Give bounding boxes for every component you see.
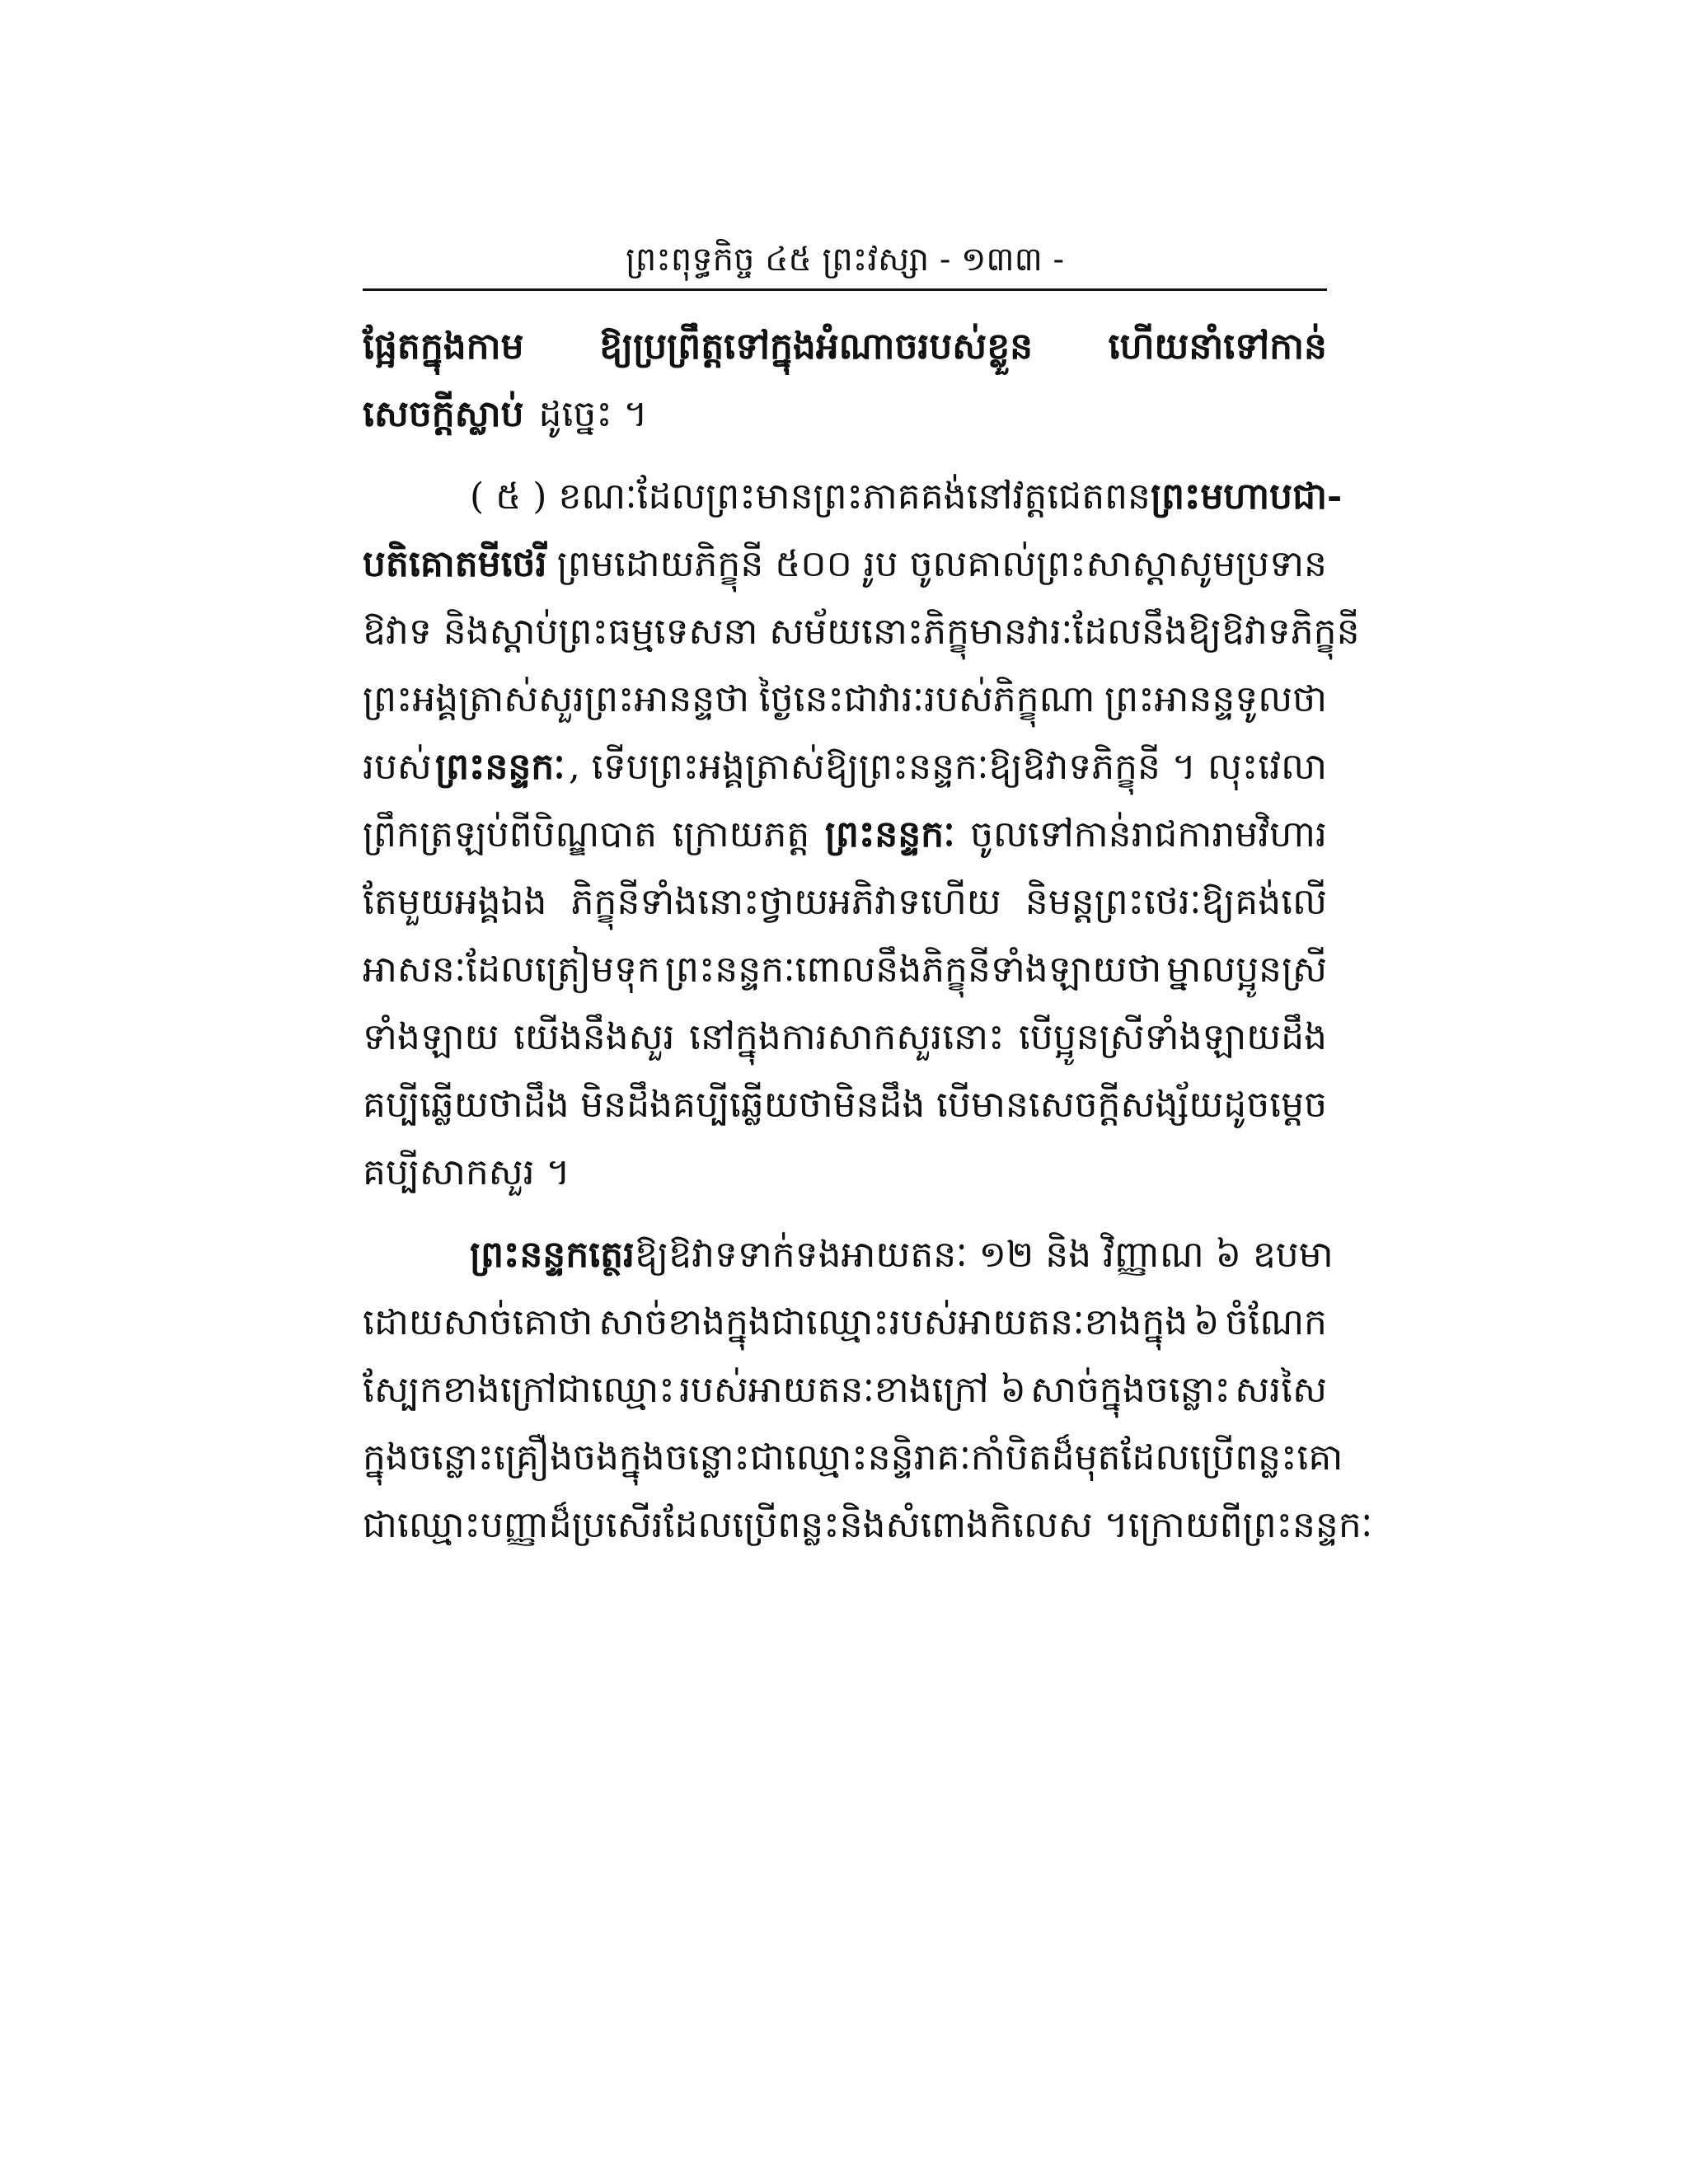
text-line xyxy=(363,463,1343,531)
text-segment: ព្រះនន្ទកត្ថេរ xyxy=(470,1234,635,1276)
text-segment: ដោយសាច់គោថា xyxy=(363,1301,593,1343)
text-segment: បើមានសេចក្តីសង្ស័យដូចម្តេច xyxy=(936,1084,1327,1126)
text-segment: របស់អាយតនៈខាងក្រៅ ៦ xyxy=(678,1369,1026,1411)
text-segment: គប្បីឆ្លើយថាដឹង xyxy=(363,1084,570,1126)
text-line xyxy=(363,936,1327,1004)
text-segment: ឱ្យប្រព្រឹត្តទៅក្នុងអំណាចរបស់ខ្លួន xyxy=(599,326,1034,368)
text-segment: យើងនឹងសួរ xyxy=(513,1016,675,1058)
text-segment: , ទើបព្រះអង្គត្រាស់ឱ្យព្រះនន្ទកៈឱ្យឱវាទភិក្ខុនី ។ លុះវេលា xyxy=(568,746,1327,788)
text-segment: បតិគោតមីថេរី xyxy=(363,543,547,585)
text-segment: របស់ xyxy=(363,746,432,788)
text-line xyxy=(363,531,1327,598)
body-text xyxy=(363,313,1373,1559)
text-segment: ព្រះអានន្ទទូលថា xyxy=(1104,678,1327,720)
text-segment: ភិក្ខុនីទាំងនោះថ្វាយអភិវាទហើយ xyxy=(570,881,1001,923)
text-segment: តែមួយអង្គឯង xyxy=(363,881,547,923)
text-segment: ផ្អែតក្នុងកាម xyxy=(363,326,524,368)
text-segment: ឱវាទ និងស្តាប់ព្រះធម្មទេសនា សម័យនោះភិក្ខុមានវារៈដែលនឹងឱ្យឱវាទភិក្ខុនី xyxy=(363,611,1360,653)
text-segment: ក្រោយពីព្រះនន្ទកៈ xyxy=(1128,1504,1373,1546)
text-line xyxy=(363,313,1327,381)
text-segment: ស្បែកខាងក្រៅជាឈ្មោះ xyxy=(363,1369,675,1411)
text-segment: ជាឈ្មោះនន្ទិរាគៈ xyxy=(749,1436,971,1479)
text-segment: ព្រះមហាបជា- xyxy=(1151,476,1343,518)
text-segment: គប្បីសាកសួរ ។ xyxy=(363,1151,570,1193)
text-segment: ហើយនាំទៅកាន់ xyxy=(1108,326,1327,368)
text-segment: ព្រះនន្ទកៈពោលនឹងភិក្ខុនីទាំងឡាយថា xyxy=(664,949,1162,991)
text-segment: ជាឈ្មោះបញ្ញាដ៏ប្រសើរដែលប្រើពន្លះ xyxy=(363,1504,840,1546)
text-line xyxy=(363,1424,1343,1492)
text-segment: ថ្ងៃនេះជាវារៈរបស់ភិក្ខុណា xyxy=(758,678,1095,720)
text-line xyxy=(363,733,1327,801)
text-segment: និងសំពោងកិលេស ។ xyxy=(839,1504,1128,1546)
paragraph-gap xyxy=(363,1207,1327,1221)
text-line xyxy=(363,1289,1327,1357)
text-line xyxy=(363,869,1327,936)
text-line xyxy=(363,1357,1327,1424)
text-segment: សាច់ក្នុងចន្លោះ xyxy=(1030,1369,1231,1411)
text-segment: ឱ្យឱវាទទាក់ទងអាយតនៈ ១២ និង វិញ្ញាណ ៦ ឧបមា xyxy=(635,1234,1334,1276)
text-line xyxy=(363,666,1327,733)
text-segment: សរសៃ xyxy=(1235,1369,1327,1411)
text-line xyxy=(363,1139,1327,1207)
text-segment: ដូច្នេះ ។ xyxy=(538,393,648,435)
text-segment: ចូលទៅកាន់រាជការាមវិហារ xyxy=(970,813,1327,855)
text-line xyxy=(363,598,1360,666)
text-line xyxy=(363,1004,1327,1071)
text-segment: ក្នុងចន្លោះ xyxy=(363,1436,494,1479)
text-segment: នៅក្នុងការសាកសួរនោះ xyxy=(688,1016,1005,1058)
text-line xyxy=(363,1221,1334,1289)
header-divider xyxy=(363,288,1327,291)
text-segment: ទាំងឡាយ xyxy=(363,1016,499,1058)
text-segment: ៦ xyxy=(1193,1301,1220,1343)
text-segment: កាំបិតដ៏មុតដែលប្រើពន្លះគោ xyxy=(970,1436,1343,1479)
text-segment: ព្រះនន្ទកៈ xyxy=(435,746,565,788)
text-segment: គ្រឿងចងក្នុងចន្លោះ xyxy=(493,1436,750,1479)
text-segment: អាសនៈដែលត្រៀមទុក xyxy=(363,949,660,991)
text-segment: សេចក្តីស្លាប់ xyxy=(363,393,524,435)
text-segment: បើប្អូនស្រីទាំងឡាយដឹង xyxy=(1018,1016,1327,1058)
text-segment: មិនដឹងគប្បីឆ្លើយថាមិនដឹង xyxy=(580,1084,926,1126)
text-segment: ចំណែក xyxy=(1225,1301,1327,1343)
text-segment: សាច់ខាងក្នុងជាឈ្មោះរបស់អាយតនៈខាងក្នុង xyxy=(598,1301,1189,1343)
text-line xyxy=(363,1492,1373,1559)
text-segment: ម្នាលប្អូនស្រី xyxy=(1166,949,1327,991)
running-header: ព្រះពុទ្ធកិច្ច ៤៥ ព្រះវស្សា - ១៣៣ - xyxy=(625,241,1064,279)
text-segment: ព្រះនន្ទកៈ xyxy=(824,813,955,855)
text-line xyxy=(363,1071,1327,1139)
paragraph-gap xyxy=(363,448,1327,463)
text-line xyxy=(363,801,1327,869)
text-segment: ព្រមដោយភិក្ខុនី ៥០០ រូប ចូលគាល់ព្រះសាស្តាសូមប្រទាន xyxy=(556,543,1327,585)
text-segment: ( ៥ ) ខណៈដែលព្រះមានព្រះភាគគង់នៅវត្តជេតពន xyxy=(470,476,1151,518)
text-segment: និមន្តព្រះថេរៈឱ្យគង់លើ xyxy=(1025,881,1327,923)
text-segment: ក្រោយភត្ត xyxy=(672,813,810,855)
text-segment: ព្រឹកត្រឡប់ពីបិណ្ឌបាត xyxy=(363,813,658,855)
text-line xyxy=(363,381,1327,448)
text-segment: ព្រះអង្គត្រាស់សួរព្រះអានន្ទថា xyxy=(363,678,750,720)
